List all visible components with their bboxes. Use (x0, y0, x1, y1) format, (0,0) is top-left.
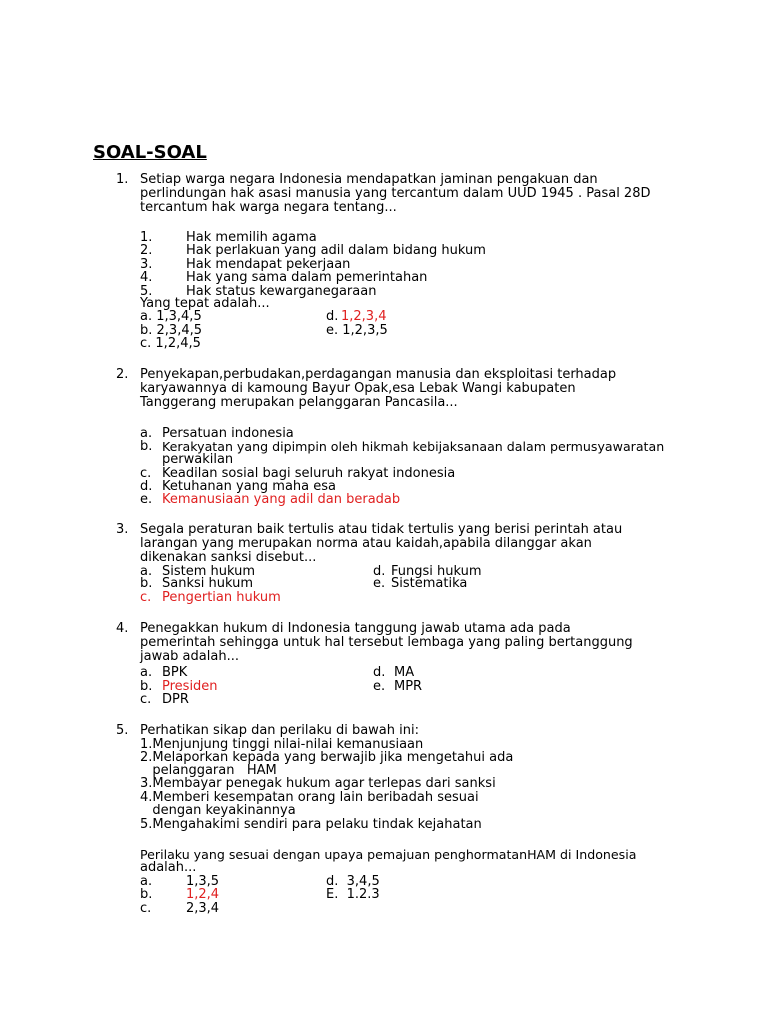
q2-option-label: d. (140, 479, 153, 494)
question-text: Segala peraturan baik tertulis atau tidak tertulis yang berisi perintah atau larangan yang merupakan norma atau kaidah,apabila dilanggar akan dikenakan sanksi disebut... (140, 522, 623, 565)
q2-option-text: Keadilan sosial bagi seluruh rakyat indonesia (162, 466, 456, 481)
q4-option-c: DPR (162, 692, 189, 707)
question-text: Penegakkan hukum di Indonesia tanggung jawab utama ada pada pemerintah sehingga untuk hal tersebut lembaga yang paling bertanggung jawab adalah... (140, 621, 633, 664)
q4-option-b-label: b. (140, 679, 153, 694)
q2-option-label: a. (140, 426, 153, 441)
q4-option-a-label: a. (140, 665, 153, 680)
q3-option-b-label: b. (140, 576, 153, 591)
q2-option-e-label: e. (140, 492, 153, 507)
q1-item-num: 3. (140, 257, 153, 272)
q4-option-a: BPK (162, 665, 188, 680)
q1-item-text: Hak status kewarganegaraan (186, 284, 377, 299)
q1-option-e: e. 1,2,3,5 (326, 323, 388, 338)
question-number: 5. (116, 723, 129, 738)
q2-option-text: Kerakyatan yang dipimpin oleh hikmah kebijaksanaan dalam permusyawaratan (162, 439, 665, 454)
q2-option-e-answer: Kemanusiaan yang adil dan beradab (162, 492, 401, 507)
question-number: 4. (116, 621, 129, 636)
q2-option-text: perwakilan (162, 452, 234, 467)
q5-option-a-label: a. (140, 874, 153, 889)
q5-option-a: 1,3,5 (186, 874, 220, 889)
question-number: 2. (116, 367, 129, 382)
q1-option-b: b. 2,3,4,5 (140, 323, 202, 338)
q1-item-text: Hak perlakuan yang adil dalam bidang hukum (186, 243, 486, 258)
q3-option-d-label: d. (373, 564, 386, 579)
question-text: Setiap warga negara Indonesia mendapatkan jaminan pengakuan dan perlindungan hak asasi manusia yang tercantum dalam UUD 1945 . Pasal 28D tercantum hak warga negara tentang... (140, 172, 651, 215)
q3-option-a: Sistem hukum (162, 564, 256, 579)
q1-option-a: a. 1,3,4,5 (140, 309, 202, 324)
q5-option-c: 2,3,4 (186, 901, 220, 916)
q5-prompt: Perilaku yang sesuai dengan upaya pemajuan penghormatanHAM di Indonesia (140, 847, 637, 862)
q3-option-c-label: c. (140, 590, 152, 605)
q3-option-d: Fungsi hukum (391, 564, 482, 579)
question-text: Penyekapan,perbudakan,perdagangan manusia dan eksploitasi terhadap karyawannya di kamoung Bayur Opak,esa Lebak Wangi kabupaten Tanggerang merupakan pelanggaran Pancasila... (140, 367, 617, 410)
q5-statement: 2.Melaporkan kepada yang berwajib jika mengetahui ada (140, 750, 514, 765)
q1-item-text: Hak memilih agama (186, 230, 317, 245)
q4-option-e-label: e. (373, 679, 386, 694)
q2-option-label: b. (140, 439, 153, 454)
q1-option-c: c. 1,2,4,5 (140, 336, 201, 351)
q5-option-b-label: b. (140, 887, 153, 902)
q1-item-num: 5. (140, 284, 153, 299)
q1-option-d-label: d. (326, 309, 339, 324)
question-text: Perhatikan sikap dan perilaku di bawah ini: (140, 723, 419, 738)
q2-option-text: Ketuhanan yang maha esa (162, 479, 336, 494)
q5-statement: 5.Mengahakimi sendiri para pelaku tindak kejahatan (140, 817, 482, 832)
q1-item-text: Hak mendapat pekerjaan (186, 257, 351, 272)
q3-option-c-answer: Pengertian hukum (162, 590, 281, 605)
q3-option-e-label: e. (373, 576, 386, 591)
q3-option-a-label: a. (140, 564, 153, 579)
q4-option-b-answer: Presiden (162, 679, 218, 694)
q5-statement: 3.Membayar penegak hukum agar terlepas dari sanksi (140, 776, 496, 791)
q5-prompt: adalah... (140, 860, 197, 875)
question-number: 1. (116, 172, 129, 187)
q1-prompt: Yang tepat adalah... (140, 296, 270, 311)
q5-option-c-label: c. (140, 901, 152, 916)
q3-option-e: Sistematika (391, 576, 468, 591)
q5-option-d: d. 3,4,5 (326, 874, 380, 889)
q5-option-b-answer: 1,2,4 (186, 887, 220, 902)
q1-item-num: 4. (140, 270, 153, 285)
q2-option-text: Persatuan indonesia (162, 426, 294, 441)
q1-item-num: 2. (140, 243, 153, 258)
q4-option-d-label: d. (373, 665, 386, 680)
q5-statement: pelanggaran HAM (140, 763, 277, 778)
question-number: 3. (116, 522, 129, 537)
q4-option-e: MPR (394, 679, 423, 694)
page-title: SOAL-SOAL (93, 142, 207, 163)
q4-option-d: MA (394, 665, 415, 680)
q5-statement: 1.Menjunjung tinggi nilai-nilai kemanusiaan (140, 737, 424, 752)
q4-option-c-label: c. (140, 692, 152, 707)
q1-item-text: Hak yang sama dalam pemerintahan (186, 270, 428, 285)
q5-option-e: E. 1.2.3 (326, 887, 380, 902)
q1-option-d-answer: 1,2,3,4 (341, 309, 387, 324)
q2-option-label: c. (140, 466, 152, 481)
q5-statement: 4.Memberi kesempatan orang lain beribadah sesuai (140, 790, 479, 805)
q1-item-num: 1. (140, 230, 153, 245)
q5-statement: dengan keyakinannya (140, 803, 296, 818)
q3-option-b: Sanksi hukum (162, 576, 254, 591)
